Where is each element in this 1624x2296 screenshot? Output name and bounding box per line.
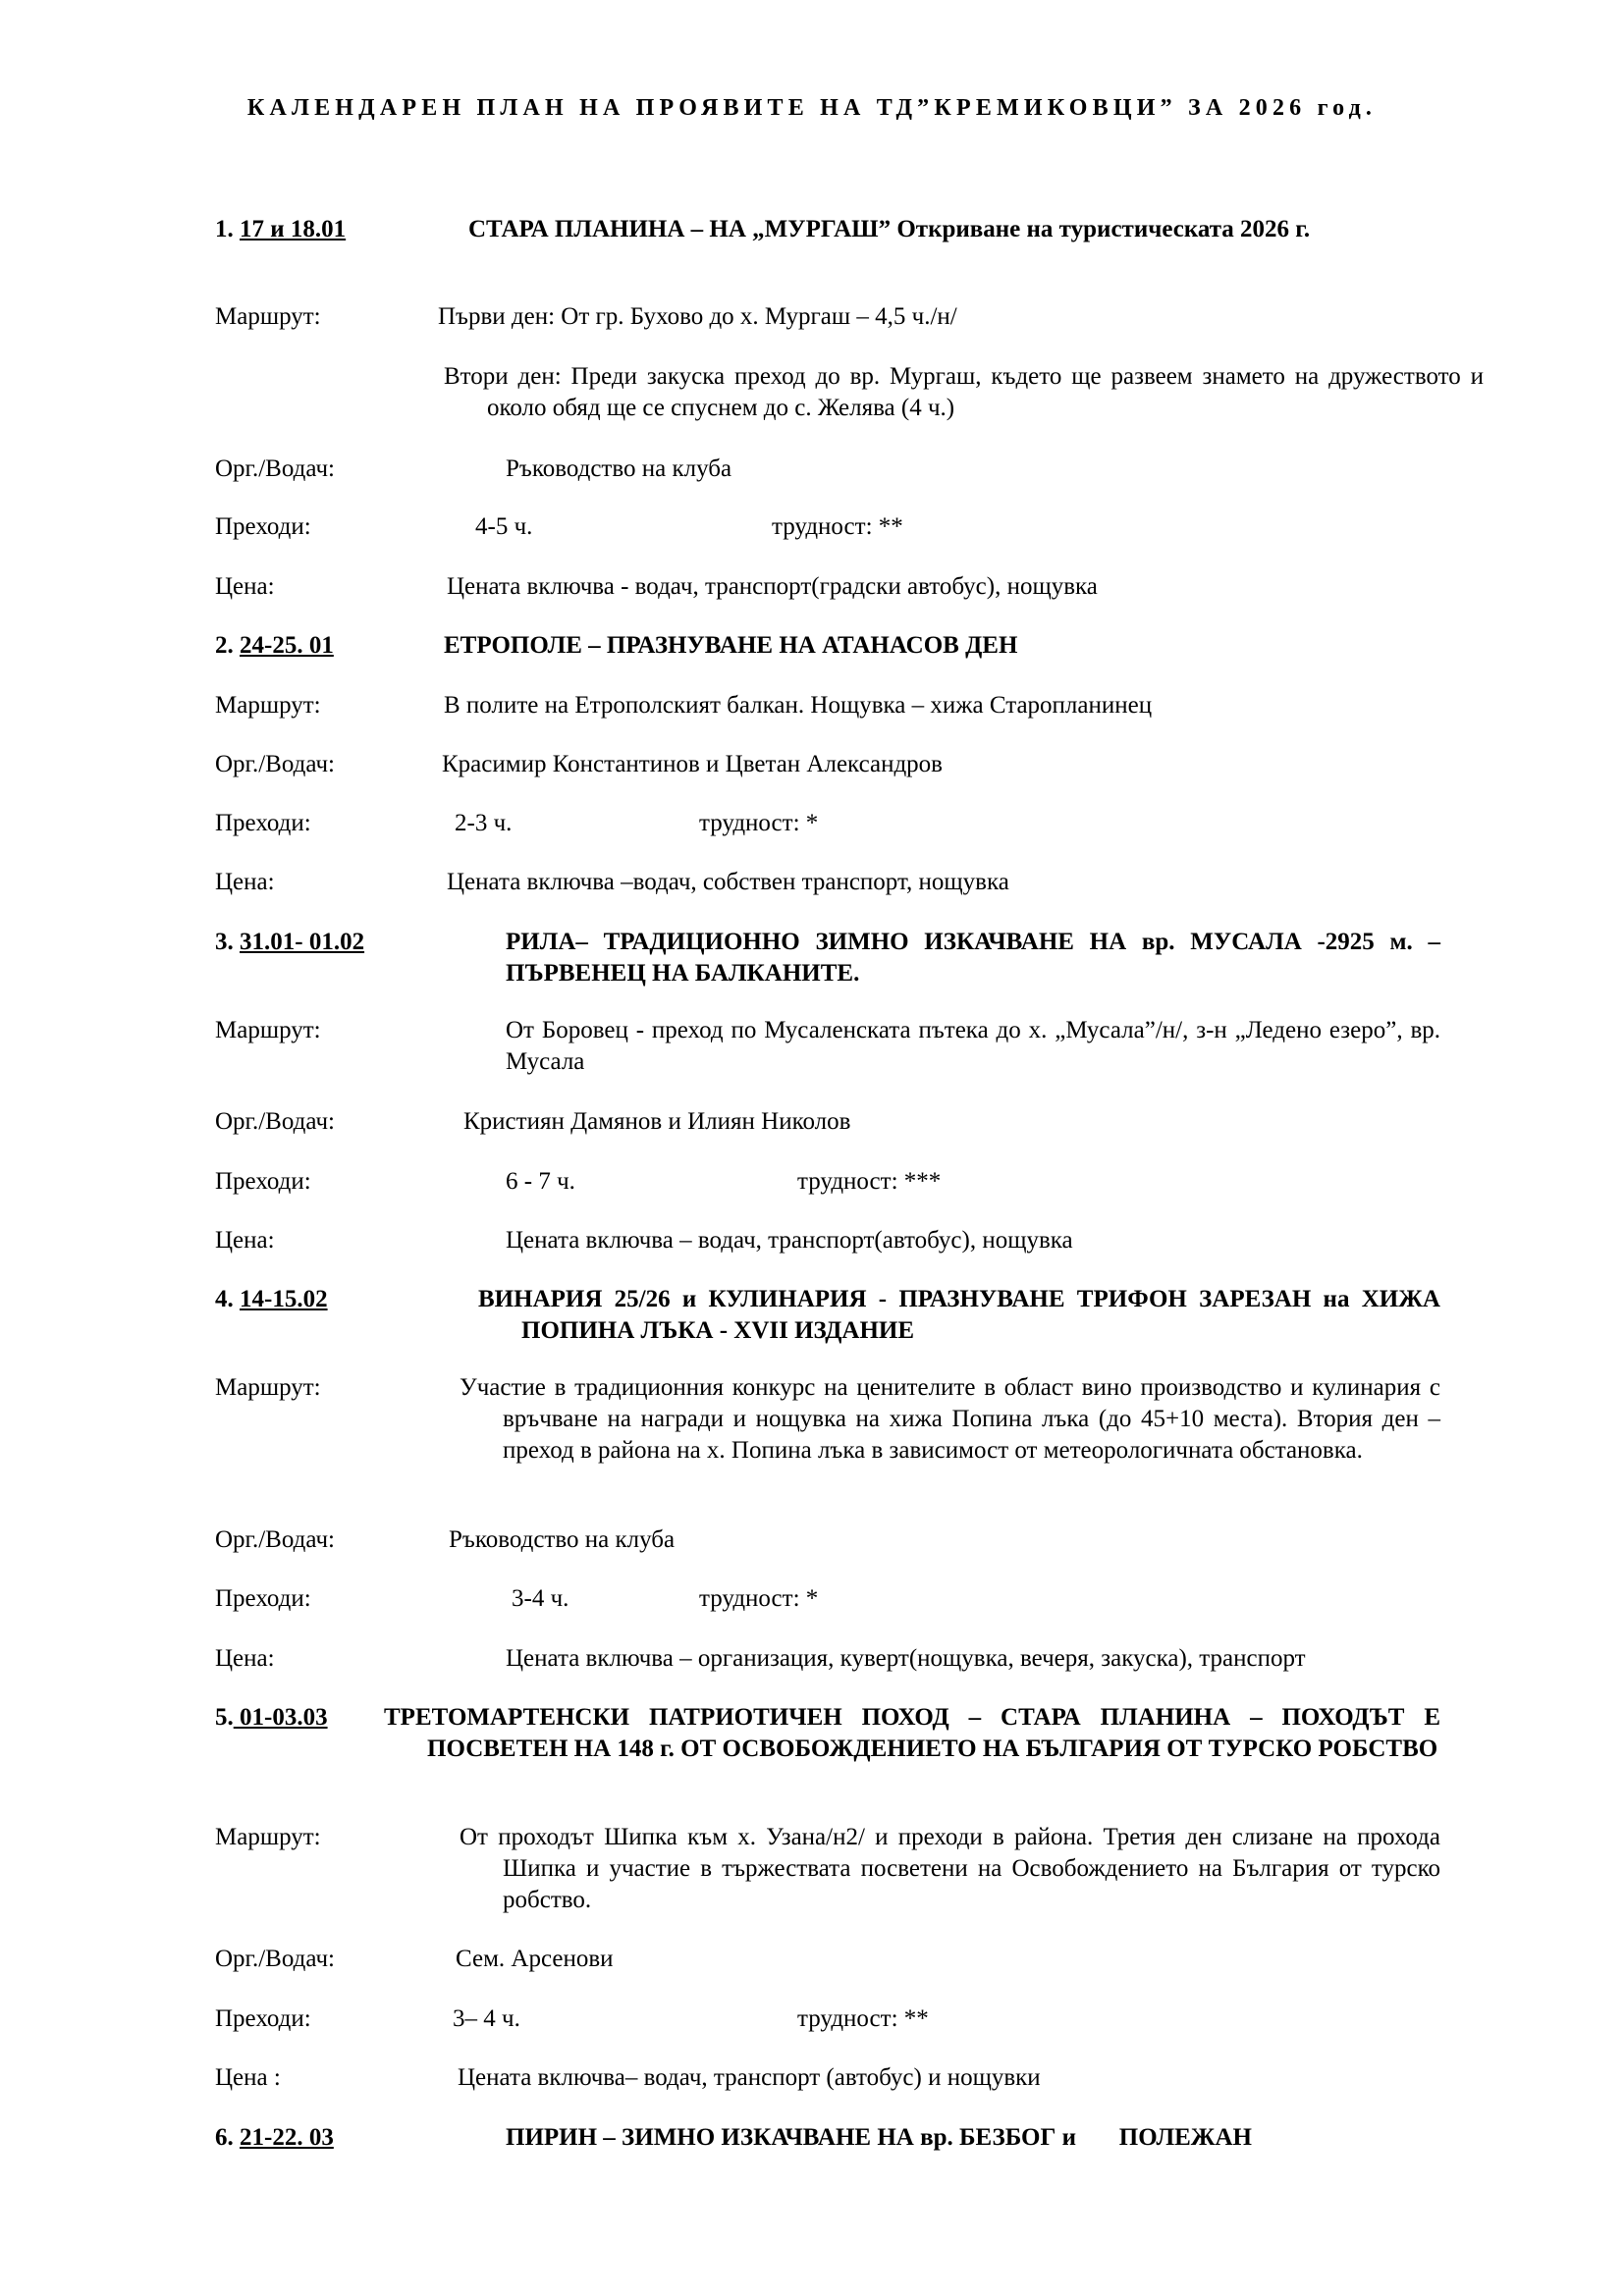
event-5-price: Цената включва– водач, транспорт (автобус) и нощувки bbox=[458, 2064, 1041, 2091]
event-number: 1. bbox=[215, 216, 234, 242]
event-4-header bbox=[215, 1284, 328, 1315]
event-date: 14-15.02 bbox=[240, 1286, 328, 1312]
price-label: Цена: bbox=[215, 869, 275, 895]
org-label: Орг./Водач: bbox=[215, 1526, 335, 1553]
event-1-route-day2: Втори ден: Преди закуска преход до вр. Мургаш, където ще развеем знамето на дружеството и около обяд ще се спуснем до с. Желява (4 ч.) bbox=[444, 363, 1484, 421]
event-3-route: От Боровец - преход по Мусаленската пътека до х. „Мусала”/н/, з-н „Ледено езеро”, вр. Мусала bbox=[506, 1017, 1440, 1075]
event-3-header bbox=[215, 927, 364, 958]
org-label: Орг./Водач: bbox=[215, 751, 335, 777]
event-3-walks: 6 - 7 ч. bbox=[506, 1168, 575, 1195]
event-3-title: РИЛА– ТРАДИЦИОННО ЗИМНО ИЗКАЧВАНЕ НА вр. МУСАЛА -2925 м. – ПЪРВЕНЕЦ НА БАЛКАНИТЕ. bbox=[506, 929, 1440, 987]
event-2-price: Цената включва –водач, собствен транспорт, нощувка bbox=[447, 869, 1009, 895]
walks-label: Преходи: bbox=[215, 2005, 311, 2032]
event-2-title: ЕТРОПОЛЕ – ПРАЗНУВАНЕ НА АТАНАСОВ ДЕН bbox=[444, 632, 1018, 659]
event-1-price: Цената включва - водач, транспорт(градски автобус), нощувка bbox=[447, 573, 1098, 600]
event-1-org: Ръководство на клуба bbox=[506, 455, 732, 482]
event-2-header bbox=[215, 630, 334, 662]
event-date: 01-03.03 bbox=[233, 1704, 328, 1731]
walks-label: Преходи: bbox=[215, 1585, 311, 1612]
event-1-header bbox=[215, 214, 346, 245]
event-5-header bbox=[215, 1702, 328, 1734]
event-number: 2. bbox=[215, 632, 234, 659]
event-date: 24-25. 01 bbox=[240, 632, 334, 659]
price-label: Цена : bbox=[215, 2064, 281, 2091]
route-label: Маршрут: bbox=[215, 303, 321, 330]
org-label: Орг./Водач: bbox=[215, 455, 335, 482]
event-1-walks: 4-5 ч. bbox=[475, 513, 533, 540]
event-4-org: Ръководство на клуба bbox=[449, 1526, 676, 1553]
event-2-walks: 2-3 ч. bbox=[455, 810, 513, 836]
event-3-price: Цената включва – водач, транспорт(автобус), нощувка bbox=[506, 1227, 1073, 1254]
event-date: 31.01- 01.02 bbox=[240, 929, 365, 955]
event-4-title: ВИНАРИЯ 25/26 и КУЛИНАРИЯ - ПРАЗНУВАНЕ ТРИФОН ЗАРЕЗАН на ХИЖА ПОПИНА ЛЪКА - XVII ИЗДАНИЕ bbox=[478, 1286, 1440, 1344]
event-date: 17 и 18.01 bbox=[240, 216, 347, 242]
event-2-org: Красимир Константинов и Цветан Александров bbox=[442, 751, 943, 777]
event-2-route: В полите на Етрополският балкан. Нощувка – хижа Старопланинец bbox=[444, 692, 1153, 719]
event-number: 3. bbox=[215, 929, 234, 955]
page-title: КАЛЕНДАРЕН ПЛАН НА ПРОЯВИТЕ НА ТД”КРЕМИКОВЦИ” ЗА 2026 год. bbox=[246, 95, 1378, 121]
route-label: Маршрут: bbox=[215, 1374, 321, 1401]
event-6-title: ПИРИН – ЗИМНО ИЗКАЧВАНЕ НА вр. БЕЗБОГ и ПОЛЕЖАН bbox=[506, 2124, 1252, 2151]
price-label: Цена: bbox=[215, 573, 275, 600]
org-label: Орг./Водач: bbox=[215, 1108, 335, 1135]
walks-label: Преходи: bbox=[215, 513, 311, 540]
event-5-org: Сем. Арсенови bbox=[456, 1946, 614, 1972]
event-5-title: ТРЕТОМАРТЕНСКИ ПАТРИОТИЧЕН ПОХОД – СТАРА ПЛАНИНА – ПОХОДЪТ Е ПОСВЕТЕН НА 148 г. ОТ ОСВОБОЖДЕНИЕТО НА БЪЛГАРИЯ ОТ ТУРСКО РОБСТВО bbox=[384, 1704, 1440, 1762]
event-4-difficulty: трудност: * bbox=[699, 1585, 819, 1612]
event-1-title: СТАРА ПЛАНИНА – НА „МУРГАШ” Откриване на туристическата 2026 г. bbox=[468, 216, 1311, 242]
event-4-price: Цената включва – организация, куверт(нощувка, вечеря, закуска), транспорт bbox=[506, 1645, 1306, 1672]
event-number: 5. bbox=[215, 1704, 234, 1731]
event-6-header bbox=[215, 2122, 334, 2154]
price-label: Цена: bbox=[215, 1645, 275, 1672]
event-5-difficulty: трудност: ** bbox=[797, 2005, 929, 2032]
event-number: 6. bbox=[215, 2124, 234, 2151]
event-number: 4. bbox=[215, 1286, 234, 1312]
route-label: Маршрут: bbox=[215, 1017, 321, 1043]
event-5-walks: 3– 4 ч. bbox=[453, 2005, 520, 2032]
event-date: 21-22. 03 bbox=[240, 2124, 334, 2151]
event-2-difficulty: трудност: * bbox=[699, 810, 819, 836]
event-3-difficulty: трудност: *** bbox=[797, 1168, 942, 1195]
route-label: Маршрут: bbox=[215, 1824, 321, 1850]
route-label: Маршрут: bbox=[215, 692, 321, 719]
event-5-route: От проходът Шипка към х. Узана/н2/ и преходи в района. Третия ден слизане на прохода Шипка и участие в тържествата посветени на Освобождението на България от турско робство. bbox=[460, 1824, 1440, 1913]
walks-label: Преходи: bbox=[215, 810, 311, 836]
price-label: Цена: bbox=[215, 1227, 275, 1254]
event-1-difficulty: трудност: ** bbox=[772, 513, 903, 540]
org-label: Орг./Водач: bbox=[215, 1946, 335, 1972]
event-3-org: Кристиян Дамянов и Илиян Николов bbox=[463, 1108, 851, 1135]
walks-label: Преходи: bbox=[215, 1168, 311, 1195]
event-4-route: Участие в традиционния конкурс на ценителите в област вино производство и кулинария с връчване на награди и нощувка на хижа Попина лъка (до 45+10 места). Втория ден –преход в района на х. Попина лъка в зависимост от метеорологичната обстановка. bbox=[460, 1374, 1440, 1464]
event-4-walks: 3-4 ч. bbox=[512, 1585, 569, 1612]
event-1-route-day1: Първи ден: От гр. Бухово до х. Мургаш – 4,5 ч./н/ bbox=[438, 303, 957, 330]
